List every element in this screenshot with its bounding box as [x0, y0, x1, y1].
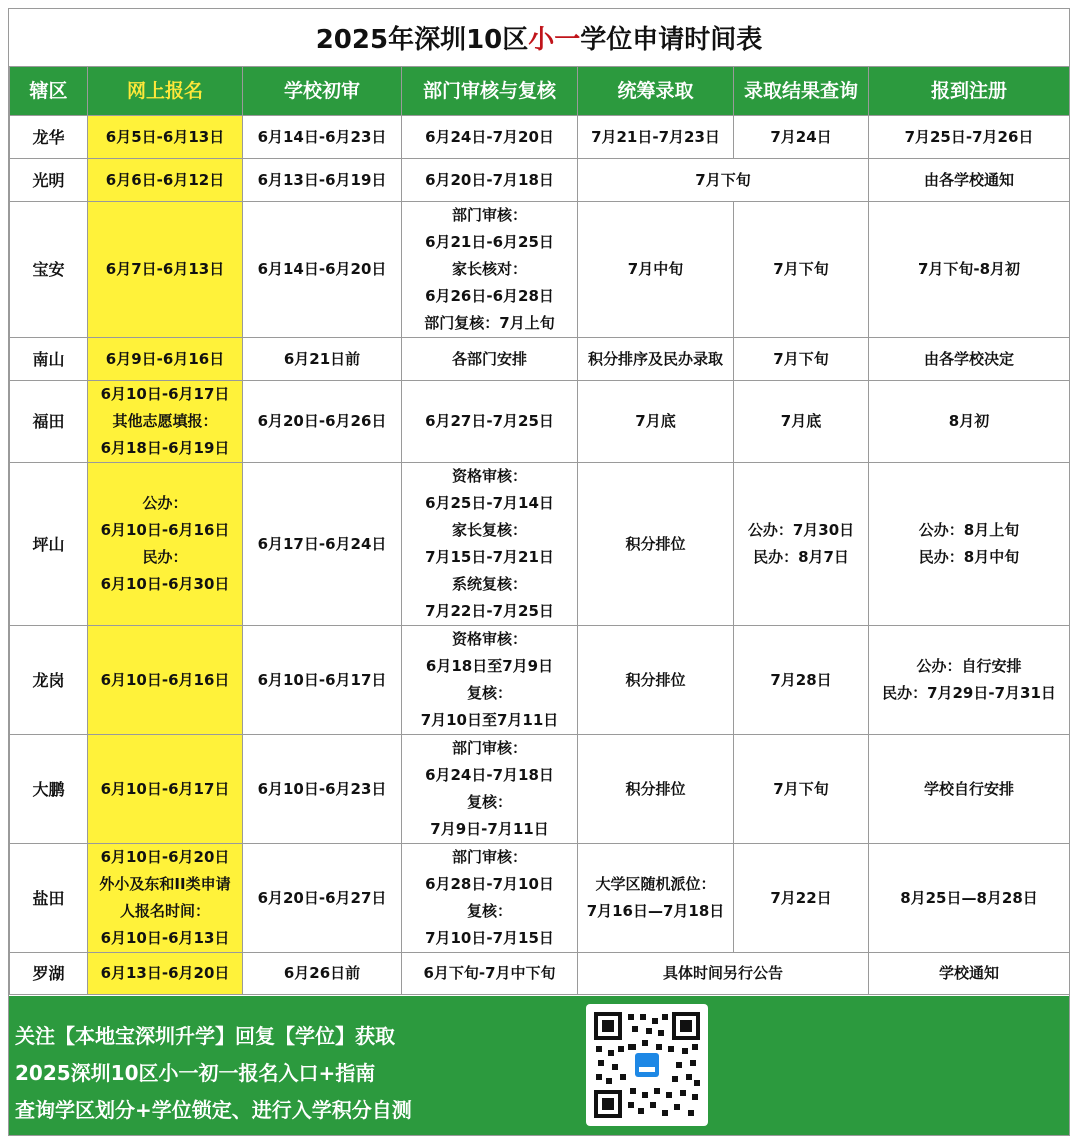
- admit-result-cell: 7月下旬: [578, 159, 869, 202]
- register-cell: [869, 116, 1070, 159]
- signup-cell: [88, 338, 243, 381]
- cell-line: 6月10日-6月30日: [100, 575, 230, 593]
- initial-cell: 6月10日-6月17日: [243, 626, 402, 735]
- cell-line: 系统复核：: [451, 575, 527, 593]
- cell-line: 民办：7月29日-7月31日: [882, 684, 1056, 702]
- cell-line: 部门审核：: [451, 848, 527, 866]
- district-cell: 坪山: [10, 463, 88, 626]
- cell-line: 部门审核：: [451, 739, 527, 757]
- cell-line: 资格审核：: [451, 467, 527, 485]
- result-cell: [734, 338, 869, 381]
- register-cell: [869, 381, 1070, 463]
- admit-cell: [578, 116, 734, 159]
- cell-line: 7月下旬: [773, 349, 829, 368]
- cell-line: 积分排序及民办录取: [587, 349, 723, 368]
- cell-line: 7月中旬: [627, 260, 684, 278]
- table-row: [10, 338, 1070, 381]
- cell-line: 7月下旬-8月初: [917, 260, 1021, 278]
- cell-line: 6月20日-7月18日: [425, 170, 554, 189]
- cell-line: 公办：: [142, 494, 188, 512]
- cell-line: 6月10日-6月16日: [100, 521, 230, 539]
- admit-cell: [578, 626, 734, 735]
- cell-line: 7月下旬: [773, 779, 829, 798]
- admit-cell: [578, 202, 734, 338]
- signup-cell: [88, 159, 243, 202]
- initial-cell: 6月26日前: [243, 953, 402, 995]
- result-cell: [734, 116, 869, 159]
- initial-cell: 6月10日-6月23日: [243, 735, 402, 844]
- cell-line: 6月26日-6月28日: [425, 287, 554, 305]
- cell-line: 由各学校决定: [923, 349, 1014, 368]
- cell-line: 资格审核：: [451, 630, 527, 648]
- table-row: [10, 626, 1070, 735]
- initial-cell: 6月20日-6月26日: [243, 381, 402, 463]
- page-title: [9, 9, 1069, 66]
- register-cell: [869, 735, 1070, 844]
- district-cell: 宝安: [10, 202, 88, 338]
- register-cell: [869, 953, 1070, 995]
- cell-line: 7月下旬: [773, 260, 829, 278]
- review-cell: [402, 735, 578, 844]
- cell-line: 7月22日: [770, 888, 832, 907]
- cell-line: 8月25日—8月28日: [900, 888, 1038, 907]
- signup-cell: [88, 116, 243, 159]
- signup-cell: [88, 202, 243, 338]
- footer-line-3: 查询学区划分+学位锁定、进行入学积分自测: [15, 1098, 412, 1122]
- cell-line: 6月7日-6月13日: [105, 260, 225, 278]
- result-cell: [734, 202, 869, 338]
- admit-cell: [578, 735, 734, 844]
- table-row: [10, 953, 1070, 995]
- cell-line: 6月6日-6月12日: [105, 170, 225, 189]
- review-cell: [402, 844, 578, 953]
- admit-result-cell: 具体时间另行公告: [578, 953, 869, 995]
- register-cell: [869, 626, 1070, 735]
- cell-line: 6月10日-6月16日: [100, 670, 230, 689]
- cell-line: 复核：: [466, 793, 512, 811]
- cell-line: 6月10日-6月13日: [100, 929, 230, 947]
- cell-line: 6月18日至7月9日: [425, 657, 554, 675]
- footer-line-2: 2025深圳10区小一初一报名入口+指南: [15, 1061, 376, 1085]
- result-cell: [734, 626, 869, 735]
- cell-line: 6月13日-6月20日: [100, 964, 230, 982]
- cell-line: 7月底: [635, 412, 676, 430]
- table-row: [10, 844, 1070, 953]
- table-row: [10, 381, 1070, 463]
- cell-line: 6月10日-6月17日: [100, 779, 230, 798]
- cell-line: 部门复核：7月上旬: [424, 314, 555, 332]
- cell-line: 7月15日-7月21日: [425, 548, 554, 566]
- cell-line: 7月10日至7月11日: [420, 711, 559, 729]
- review-cell: [402, 381, 578, 463]
- cell-line: 人报名时间：: [119, 902, 210, 920]
- footer-banner: [9, 996, 1069, 1135]
- cell-line: 8月初: [948, 412, 990, 430]
- header-row: [10, 67, 1070, 116]
- qr-code-icon: [592, 1010, 702, 1120]
- register-cell: [869, 338, 1070, 381]
- footer-line-1: 关注【本地宝深圳升学】回复【学位】获取: [15, 1024, 395, 1048]
- cell-line: 家长核对：: [451, 260, 527, 278]
- cell-line: 民办：8月7日: [753, 548, 849, 566]
- register-cell: [869, 463, 1070, 626]
- cell-line: 学校自行安排: [923, 779, 1014, 798]
- title-highlight: 小一: [528, 25, 581, 55]
- cell-line: 民办：: [142, 548, 188, 566]
- cell-line: 6月25日-7月14日: [425, 494, 554, 512]
- district-cell: 福田: [10, 381, 88, 463]
- cell-line: 7月底: [780, 412, 822, 430]
- cell-line: 6月24日-7月18日: [425, 766, 554, 784]
- initial-cell: 6月20日-6月27日: [243, 844, 402, 953]
- result-cell: [734, 735, 869, 844]
- district-cell: 光明: [10, 159, 88, 202]
- district-cell: 罗湖: [10, 953, 88, 995]
- initial-cell: 6月13日-6月19日: [243, 159, 402, 202]
- cell-line: 7月10日-7月15日: [425, 929, 554, 947]
- cell-line: 积分排位: [625, 534, 686, 553]
- signup-cell: [88, 463, 243, 626]
- cell-line: 积分排位: [625, 779, 686, 798]
- col-header-review: 部门审核与复核: [402, 67, 578, 116]
- col-header-signup: 网上报名: [88, 67, 243, 116]
- admit-cell: [578, 844, 734, 953]
- cell-line: 复核：: [466, 684, 512, 702]
- admit-cell: [578, 463, 734, 626]
- district-cell: 南山: [10, 338, 88, 381]
- cell-line: 7月24日: [770, 127, 832, 146]
- cell-line: 大学区随机派位：: [595, 875, 716, 893]
- district-cell: 龙岗: [10, 626, 88, 735]
- initial-cell: 6月21日前: [243, 338, 402, 381]
- cell-line: 学校通知: [938, 964, 999, 982]
- schedule-frame: [8, 8, 1070, 1136]
- review-cell: [402, 202, 578, 338]
- signup-cell: [88, 626, 243, 735]
- signup-cell: [88, 953, 243, 995]
- signup-cell: [88, 381, 243, 463]
- cell-line: 6月18日-6月19日: [100, 439, 230, 457]
- cell-line: 各部门安排: [451, 349, 527, 368]
- cell-line: 7月28日: [770, 670, 832, 689]
- table-row: [10, 735, 1070, 844]
- cell-line: 复核：: [466, 902, 512, 920]
- cell-line: 7月16日—7月18日: [586, 902, 725, 920]
- review-cell: [402, 463, 578, 626]
- review-cell: [402, 338, 578, 381]
- col-header-initial: 学校初审: [243, 67, 402, 116]
- signup-cell: [88, 735, 243, 844]
- cell-line: 其他志愿填报：: [112, 412, 218, 430]
- review-cell: [402, 626, 578, 735]
- cell-line: 家长复核：: [451, 521, 527, 539]
- cell-line: 民办：8月中旬: [918, 548, 1020, 566]
- cell-line: 6月28日-7月10日: [425, 875, 554, 893]
- initial-cell: 6月17日-6月24日: [243, 463, 402, 626]
- cell-line: 6月9日-6月16日: [105, 349, 225, 368]
- cell-line: 7月9日-7月11日: [430, 820, 549, 838]
- admit-cell: [578, 381, 734, 463]
- cell-line: 部门审核：: [451, 206, 527, 224]
- cell-line: 公办：7月30日: [747, 521, 855, 539]
- district-cell: 盐田: [10, 844, 88, 953]
- table-row: [10, 463, 1070, 626]
- table-row: [10, 202, 1070, 338]
- col-header-result: 录取结果查询: [734, 67, 869, 116]
- register-cell: [869, 202, 1070, 338]
- table-row: [10, 116, 1070, 159]
- initial-cell: 6月14日-6月20日: [243, 202, 402, 338]
- table-row: [10, 159, 1070, 202]
- cell-line: 公办：8月上旬: [918, 521, 1020, 539]
- cell-line: 6月下旬-7月中下旬: [423, 964, 556, 982]
- admit-cell: [578, 338, 734, 381]
- cell-line: 7月21日-7月23日: [591, 127, 720, 146]
- col-header-admit: 统筹录取: [578, 67, 734, 116]
- schedule-table: [9, 66, 1070, 995]
- signup-cell: [88, 844, 243, 953]
- cell-line: 由各学校通知: [923, 170, 1014, 189]
- review-cell: [402, 953, 578, 995]
- review-cell: [402, 159, 578, 202]
- cell-line: 6月24日-7月20日: [425, 127, 554, 146]
- cell-line: 积分排位: [625, 670, 686, 689]
- register-cell: [869, 159, 1070, 202]
- cell-line: 6月5日-6月13日: [105, 127, 225, 146]
- result-cell: [734, 844, 869, 953]
- result-cell: [734, 463, 869, 626]
- result-cell: [734, 381, 869, 463]
- title-part1: 2025年深圳10区: [315, 25, 529, 55]
- register-cell: [869, 844, 1070, 953]
- cell-line: 公办：自行安排: [916, 657, 1022, 675]
- col-header-register: 报到注册: [869, 67, 1070, 116]
- initial-cell: 6月14日-6月23日: [243, 116, 402, 159]
- cell-line: 6月10日-6月20日: [100, 848, 230, 866]
- title-part2: 学位申请时间表: [580, 25, 763, 55]
- col-header-district: 辖区: [10, 67, 88, 116]
- qr-code[interactable]: [586, 1004, 708, 1126]
- cell-line: 外小及东和II类申请: [99, 875, 231, 893]
- cell-line: 6月27日-7月25日: [425, 412, 554, 430]
- cell-line: 7月22日-7月25日: [425, 602, 554, 620]
- district-cell: 大鹏: [10, 735, 88, 844]
- review-cell: [402, 116, 578, 159]
- cell-line: 6月10日-6月17日: [100, 385, 230, 403]
- cell-line: 7月25日-7月26日: [904, 127, 1034, 146]
- cell-line: 6月21日-6月25日: [425, 233, 554, 251]
- district-cell: 龙华: [10, 116, 88, 159]
